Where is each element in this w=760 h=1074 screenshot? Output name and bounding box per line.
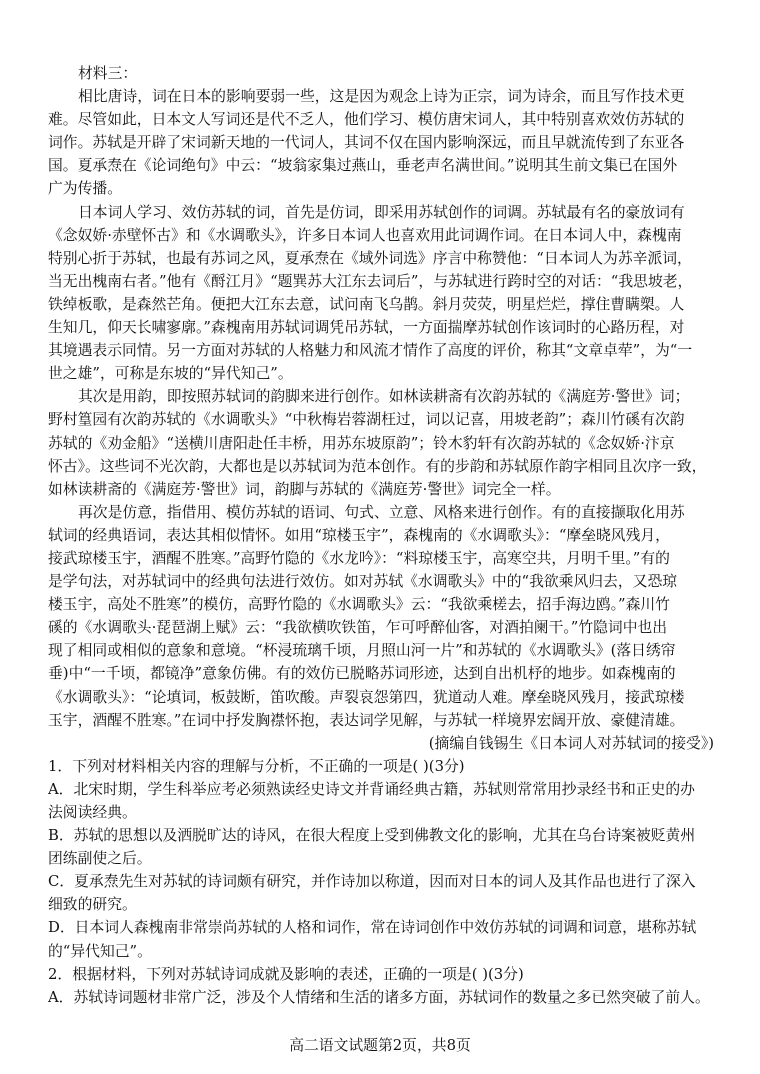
option-line: A．北宋时期，学生科举应考必须熟读经史诗文并背诵经典古籍，苏轼则常常用抄录经书和正史的办 (48, 780, 695, 798)
text-line: 苏轼的《劝金船》“送横川唐阳赴任丰桥，用苏东坡原韵”；铃木豹轩有次韵苏轼的《念奴娇·汴京 (48, 434, 675, 452)
text-line: 轼词的经典语词，表达其相似情怀。如用“琼楼玉宇”，森槐南的《水调歌头》：“摩垒晓风残月， (48, 526, 670, 544)
option-a (48, 986, 714, 1009)
option-d (48, 916, 714, 962)
option-line: 的“异代知己”。 (48, 942, 152, 960)
option-c (48, 870, 714, 916)
text-line: 垂)中“一千顷，都镜净”意象仿佛。有的效仿已脱略苏词形迹，达到自出机杼的地步。如森槐南的 (48, 665, 676, 683)
text-line: 广为传播。 (48, 180, 122, 198)
text-line: 相比唐诗，词在日本的影响要弱一些，这是因为观念上诗为正宗，词为诗余，而且写作技术更 (78, 88, 685, 106)
source-citation: (摘编自钱锡生《日本词人对苏轼词的接受》) (428, 734, 714, 752)
option-b (48, 824, 714, 870)
option-line: D．日本词人森槐南非常崇尚苏轼的人格和词作，常在诗词创作中效仿苏轼的词调和词意，堪称苏轼 (48, 919, 697, 937)
text-line: 难。尽管如此，日本文人写词还是代不乏人，他们学习、模仿唐宋词人，其中特别喜欢效仿苏轼的 (48, 111, 685, 129)
text-line: 特别心折于苏轼，也最有苏词之风，夏承焘在《域外词选》序言中称赞他：“日本词人为苏辛派词， (48, 249, 692, 267)
paragraph-2 (48, 201, 714, 386)
text-line: 接武琼楼玉宇，酒醒不胜寒。”高野竹隐的《水龙吟》：“料琼楼玉宇，高寒空共，月明千里。”有的 (48, 549, 670, 567)
text-line: 当无出槐南右者。”他有《酹江月》“题巽苏大江东去词后”，与苏轼进行跨时空的对话：“我思坡老， (48, 272, 693, 290)
option-a (48, 778, 714, 824)
option-line: 法阅读经典。 (48, 804, 137, 821)
option-line: 细致的研究。 (48, 896, 137, 914)
option-line: A．苏轼诗词题材非常广泛，涉及个人情绪和生活的诸多方面，苏轼词作的数量之多已然突破了前人。 (48, 988, 710, 1006)
text-line: 其境遇表示同情。另一方面对苏轼的人格魅力和风流才情作了高度的评价，称其“文章卓荦”，为“一 (48, 342, 693, 360)
page-content (48, 62, 714, 1009)
text-line: 《念奴娇·赤壁怀古》和《水调歌头》，许多日本词人也喜欢用此词调作词。在日本词人中，森槐南 (48, 226, 682, 244)
paragraph-3 (48, 385, 714, 500)
text-line: 词作。苏轼是开辟了宋词新天地的一代词人，其词不仅在国内影响深远，而且早就流传到了东亚各 (48, 134, 685, 152)
option-line: C．夏承焘先生对苏轼的诗词颇有研究，并作诗加以称道，因而对日本的词人及其作品也进行了深入 (48, 873, 696, 891)
question-1 (48, 755, 714, 963)
option-line: 团练副使之后。 (48, 850, 152, 868)
option-line: B．苏轼的思想以及洒脱旷达的诗风，在很大程度上受到佛教文化的影响，尤其在乌台诗案被贬黄州 (48, 827, 696, 845)
text-line: 楼玉宇，高处不胜寒”的模仿，高野竹隐的《水调歌头》云：“我欲乘槎去，招手海边鸥。”森川竹 (48, 596, 670, 614)
text-line: 怀古》。这些词不光次韵，大都也是以苏轼词为范本创作。有的步韵和苏轼原作韵字相同且次序一致， (48, 457, 707, 475)
question-stem: 2．根据材料，下列对苏轼诗词成就及影响的表述，正确的一项是( )(3分) (48, 965, 524, 983)
paragraph-1 (48, 85, 714, 200)
text-line: 《水调歌头》：“论填词，板鼓断，笛吹酸。声裂哀怨第四，犹道动人难。摩垒晓风残月，接武琼楼 (48, 688, 685, 706)
text-line: 是学句法，对苏轼词中的经典句法进行效仿。如对苏轼《水调歌头》中的“我欲乘风归去，又恐琼 (48, 573, 678, 591)
question-stem: 1．下列对材料相关内容的理解与分析，不正确的一项是( )(3分) (48, 757, 465, 775)
text-line: 生知几，仰天长啸寥廓。”森槐南用苏轼词调凭吊苏轼，一方面揣摩苏轼创作该词时的心路历程，对 (48, 319, 685, 337)
paragraph-4 (48, 501, 714, 732)
text-line: 日本词人学习、效仿苏轼的词，首先是仿词，即采用苏轼创作的词调。苏轼最有名的豪放词有 (78, 203, 685, 221)
text-line: 如林读耕斋的《满庭芳·警世》词，韵脚与苏轼的《满庭芳·警世》词完全一样。 (48, 480, 561, 498)
text-line: 国。夏承焘在《论词绝句》中云：“坡翁家集过燕山，垂老声名满世间。”说明其生前文集已在国外 (48, 157, 678, 175)
text-line: 再次是仿意，指借用、模仿苏轼的语词、句式、立意、风格来进行创作。有的直接撷取化用苏 (78, 503, 685, 521)
text-line: 玉宇，酒醒不胜寒。”在词中抒发胸襟怀抱，表达词学见解，与苏轼一样境界宏阔开放、豪健清雄。 (48, 711, 685, 729)
text-line: 现了相同或相似的意象和意境。“杯浸琉璃千顷，月照山河一片”和苏轼的《水调歌头》(落日绣帘 (48, 642, 676, 660)
material-heading: 材料三： (78, 65, 138, 82)
page-footer: 高二语文试题第2页，共8页 (289, 1037, 471, 1054)
text-line: 磎的《水调歌头·琵琶湖上赋》云：“我欲横吹铁笛，乍可呼醉仙客，对酒拍阑干。”竹隐词中也出 (48, 619, 668, 637)
question-2 (48, 963, 714, 1009)
text-line: 野村篁园有次韵苏轼的《水调歌头》“中秋梅岩蓉湖枉过，词以记喜，用坡老韵”；森川竹磎有次韵 (48, 411, 685, 429)
text-line: 铁绰板歌，是森然芒角。便把大江东去意，试问南飞乌鹊。斜月荧荧，明星烂烂，撑住曹瞒槊。人 (48, 295, 685, 313)
text-line: 其次是用韵，即按照苏轼词的韵脚来进行创作。如林读耕斋有次韵苏轼的《满庭芳·警世》词； (78, 388, 690, 406)
text-line: 世之雄”，可称是东坡的“异代知己”。 (48, 365, 293, 383)
